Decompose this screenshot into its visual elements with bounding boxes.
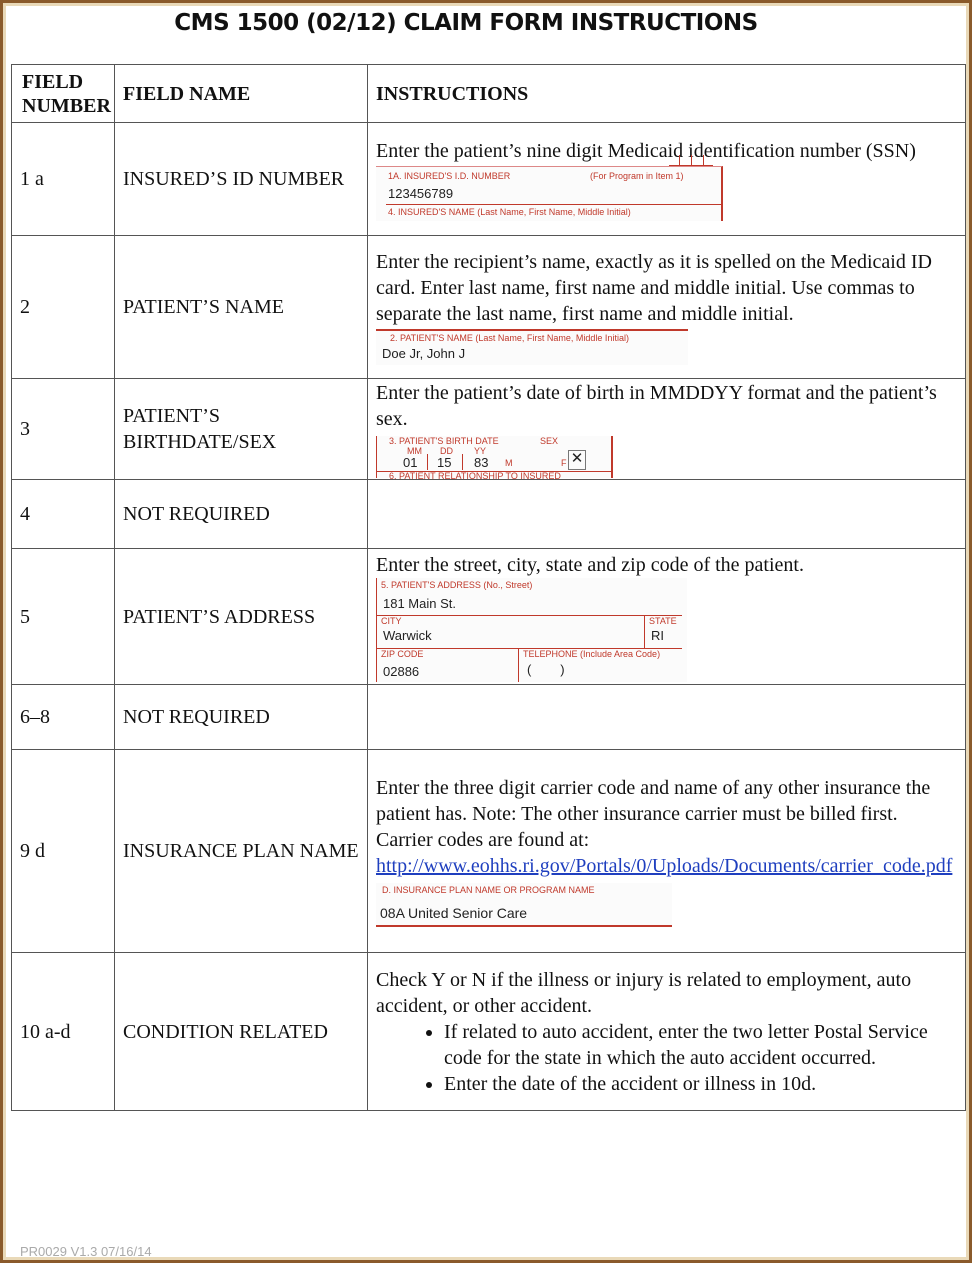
header-field-name: FIELD NAME <box>115 65 368 123</box>
table-row <box>12 549 966 685</box>
mm-label: MM <box>407 446 422 456</box>
table-row <box>12 123 966 236</box>
instructions-text: Enter the patient’s nine digit Medicaid identification number (SSN) <box>376 139 916 162</box>
instructions-cell <box>368 123 966 236</box>
field-number: 6–8 <box>12 685 115 750</box>
instructions-cell <box>368 236 966 379</box>
instructions-cell <box>368 953 966 1111</box>
city-label: CITY <box>381 615 402 626</box>
instructions-text: Enter the street, city, state and zip code of the patient. <box>376 553 804 576</box>
table-row <box>12 379 966 480</box>
instructions-cell <box>368 750 966 953</box>
field-name: PATIENT’S ADDRESS <box>115 549 368 685</box>
birth-year: 83 <box>474 455 489 470</box>
form-sample-address <box>376 578 687 682</box>
field-number: 10 a-d <box>12 953 115 1111</box>
sex-f-label: F <box>561 458 567 468</box>
sex-checkbox: ✕ <box>568 450 586 470</box>
table-row <box>12 685 966 750</box>
list-item: • Enter the date of the accident or illness in 10d. <box>444 1071 957 1097</box>
field-name: PATIENT’S BIRTHDATE/SEX <box>115 379 368 480</box>
header-instructions: INSTRUCTIONS <box>368 65 966 123</box>
instructions-text: Enter the patient’s date of birth in MMDDYY format and the patient’s sex. <box>376 382 937 430</box>
yy-label: YY <box>474 446 487 456</box>
sample-value: 123456789 <box>388 185 454 201</box>
form-sample-insured-id <box>376 166 723 221</box>
sample-next-label: 6. PATIENT RELATIONSHIP TO INSURED <box>389 471 561 481</box>
sample-next-label: 4. INSURED'S NAME (Last Name, First Name, Middle Initial) <box>388 206 631 217</box>
tick-marks <box>669 155 713 166</box>
zip-label: ZIP CODE <box>381 648 424 659</box>
sample-note: (For Program in Item 1) <box>590 170 684 181</box>
header-row <box>12 65 966 123</box>
instructions-bullets <box>376 1019 957 1097</box>
field-number: 2 <box>12 236 115 379</box>
address-value: 181 Main St. <box>383 595 456 611</box>
instructions-cell <box>368 379 966 480</box>
footer-doc-id: PR0029 V1.3 07/16/14 <box>20 1244 152 1259</box>
phone-value: ( ) <box>527 661 565 677</box>
sample-label: 1A. INSURED'S I.D. NUMBER <box>388 170 511 181</box>
field-number: 9 d <box>12 750 115 953</box>
zip-value: 02886 <box>383 663 420 679</box>
sample-label: 3. PATIENT'S BIRTH DATE <box>389 436 499 446</box>
table-row <box>12 236 966 379</box>
birth-day: 15 <box>437 455 452 470</box>
instructions-text: Enter the three digit carrier code and name of any other insurance the patient has. Note: The other insurance carrier must be billed first. Carrier codes are found at: <box>376 777 931 851</box>
sample-value: Doe Jr, John J <box>382 346 466 361</box>
form-sample-patient-name <box>376 329 688 365</box>
instructions-cell <box>368 549 966 685</box>
page-border <box>3 3 969 1260</box>
header-field-number: FIELD NUMBER <box>12 65 115 123</box>
state-value: RI <box>651 627 664 643</box>
birth-month: 01 <box>403 455 418 470</box>
instructions-cell <box>368 685 966 750</box>
page-title: CMS 1500 (02/12) CLAIM FORM INSTRUCTIONS <box>174 10 758 36</box>
sex-m-label: M <box>505 458 513 468</box>
field-number: 5 <box>12 549 115 685</box>
form-sample-birthdate <box>376 436 613 481</box>
sample-label: 2. PATIENT'S NAME (Last Name, First Name, Middle Initial) <box>390 333 629 343</box>
instructions-text: Enter the recipient’s name, exactly as it is spelled on the Medicaid ID card. Enter last name, first name and middle initial. Use commas to separate the last name, first name and middle initial. <box>376 251 932 325</box>
sample-value: 08A United Senior Care <box>380 905 528 921</box>
carrier-code-link[interactable]: http://www.eohhs.ri.gov/Portals/0/Uploads/Documents/carrier_code.pdf <box>376 855 953 877</box>
table-row <box>12 750 966 953</box>
instructions-cell <box>368 480 966 549</box>
table-row <box>12 953 966 1111</box>
field-name: NOT REQUIRED <box>115 685 368 750</box>
sample-label: D. INSURANCE PLAN NAME OR PROGRAM NAME <box>382 885 595 895</box>
field-name: PATIENT’S NAME <box>115 236 368 379</box>
table-row <box>12 480 966 549</box>
phone-label: TELEPHONE (Include Area Code) <box>523 648 661 659</box>
instructions-text: Check Y or N if the illness or injury is related to employment, auto accident, or other accident. <box>376 968 912 1017</box>
field-number: 4 <box>12 480 115 549</box>
form-sample-insurance-plan <box>376 883 672 927</box>
state-label: STATE <box>649 615 677 626</box>
list-item: • If related to auto accident, enter the two letter Postal Service code for the state in which the auto accident occurred. <box>444 1019 957 1071</box>
document-page <box>6 6 966 1257</box>
field-name: CONDITION RELATED <box>115 953 368 1111</box>
field-name: NOT REQUIRED <box>115 480 368 549</box>
field-number: 1 a <box>12 123 115 236</box>
address-label: 5. PATIENT'S ADDRESS (No., Street) <box>381 579 533 590</box>
field-number: 3 <box>12 379 115 480</box>
sample-sex-label: SEX <box>540 436 559 446</box>
instructions-table <box>11 64 966 1111</box>
field-name: INSURED’S ID NUMBER <box>115 123 368 236</box>
field-name: INSURANCE PLAN NAME <box>115 750 368 953</box>
city-value: Warwick <box>383 627 432 643</box>
dd-label: DD <box>440 446 453 456</box>
